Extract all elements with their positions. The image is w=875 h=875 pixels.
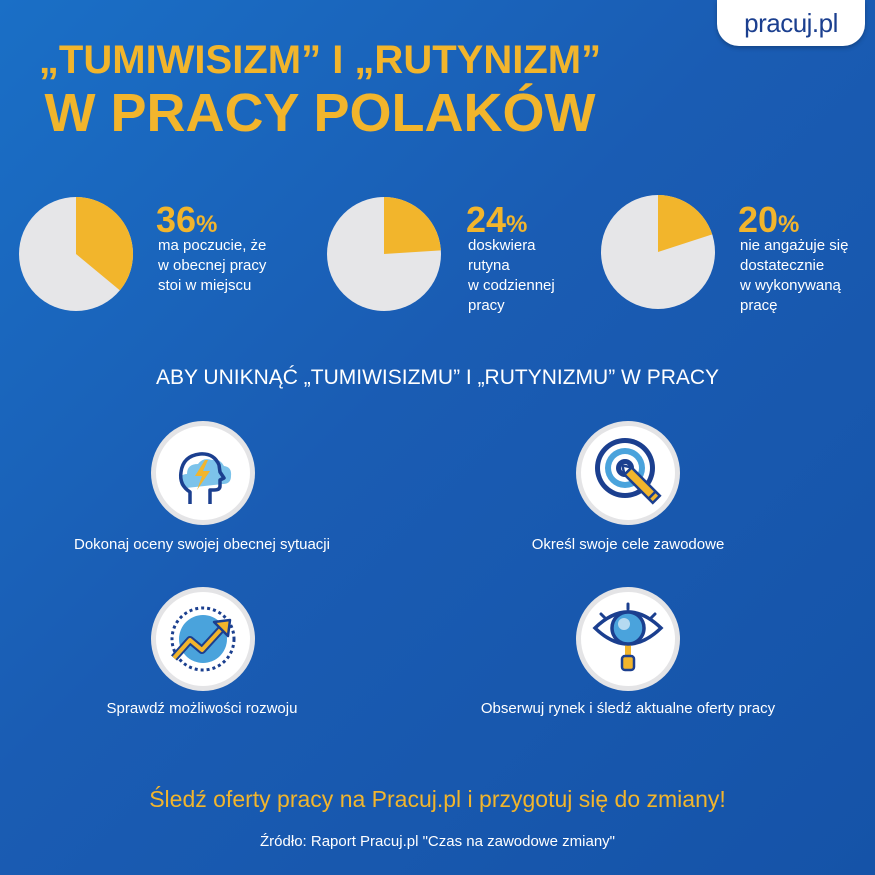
eye-magnifier-icon (575, 586, 681, 692)
stat-description-line: ma poczucie, że (158, 237, 267, 254)
stat-percent (466, 199, 528, 240)
stat-description (468, 236, 555, 316)
pie-chart-stoi-w-miejscu (18, 196, 134, 312)
stat-description-line: rutyna (468, 257, 510, 274)
page-title-line2: W PRACY POLAKÓW (44, 83, 596, 143)
call-to-action: Śledź oferty pracy na Pracuj.pl i przygotuj się do zmiany! (149, 786, 726, 812)
stat-description-line: stoi w miejscu (158, 277, 252, 294)
stat-percent-sign: % (778, 211, 800, 238)
pracuj-logo[interactable]: pracuj.pl (717, 0, 865, 46)
pie-highlight-slice (384, 197, 441, 254)
stat-description-line: pracę (740, 297, 778, 314)
tip-label: Sprawdź możliwości rozwoju (106, 700, 298, 717)
stat-percent-sign: % (196, 211, 218, 238)
stat-percent-sign: % (506, 211, 528, 238)
stat-percent (156, 199, 218, 240)
stat-description-line: w wykonywaną (740, 277, 841, 294)
stat-percent (738, 199, 800, 240)
pie-chart-rutyna (326, 196, 442, 312)
stat-description-line: pracy (468, 297, 505, 314)
stat-percent-value: 20 (738, 199, 779, 240)
stat-description-line: w codziennej (468, 277, 555, 294)
stat-percent-value: 24 (466, 199, 507, 240)
page-title-line1: „TUMIWISIZM” I „RUTYNIZM” (38, 38, 602, 82)
tip-label: Określ swoje cele zawodowe (531, 536, 725, 553)
stat-description-line: w obecnej pracy (158, 257, 267, 274)
tip-label: Obserwuj rynek i śledź aktualne oferty pracy (480, 700, 776, 717)
tips-heading: ABY UNIKNĄĆ „TUMIWISIZMU” I „RUTYNIZMU” W PRACY (155, 366, 720, 389)
stat-percent-value: 36 (156, 199, 197, 240)
stat-description (158, 236, 266, 296)
head-lightning-icon (150, 420, 256, 526)
growth-arrow-icon (150, 586, 256, 692)
tip-label: Dokonaj oceny swojej obecnej sytuacji (74, 536, 330, 553)
stat-description-line: doskwiera (468, 237, 536, 254)
source-note: Źródło: Raport Pracuj.pl "Czas na zawodowe zmiany" (260, 833, 615, 850)
stat-description-line: nie angażuje się (740, 237, 849, 254)
stat-description (740, 236, 848, 316)
stat-description-line: dostatecznie (740, 257, 825, 274)
pie-chart-nie-angazuje (600, 194, 716, 310)
target-pencil-icon (575, 420, 681, 526)
